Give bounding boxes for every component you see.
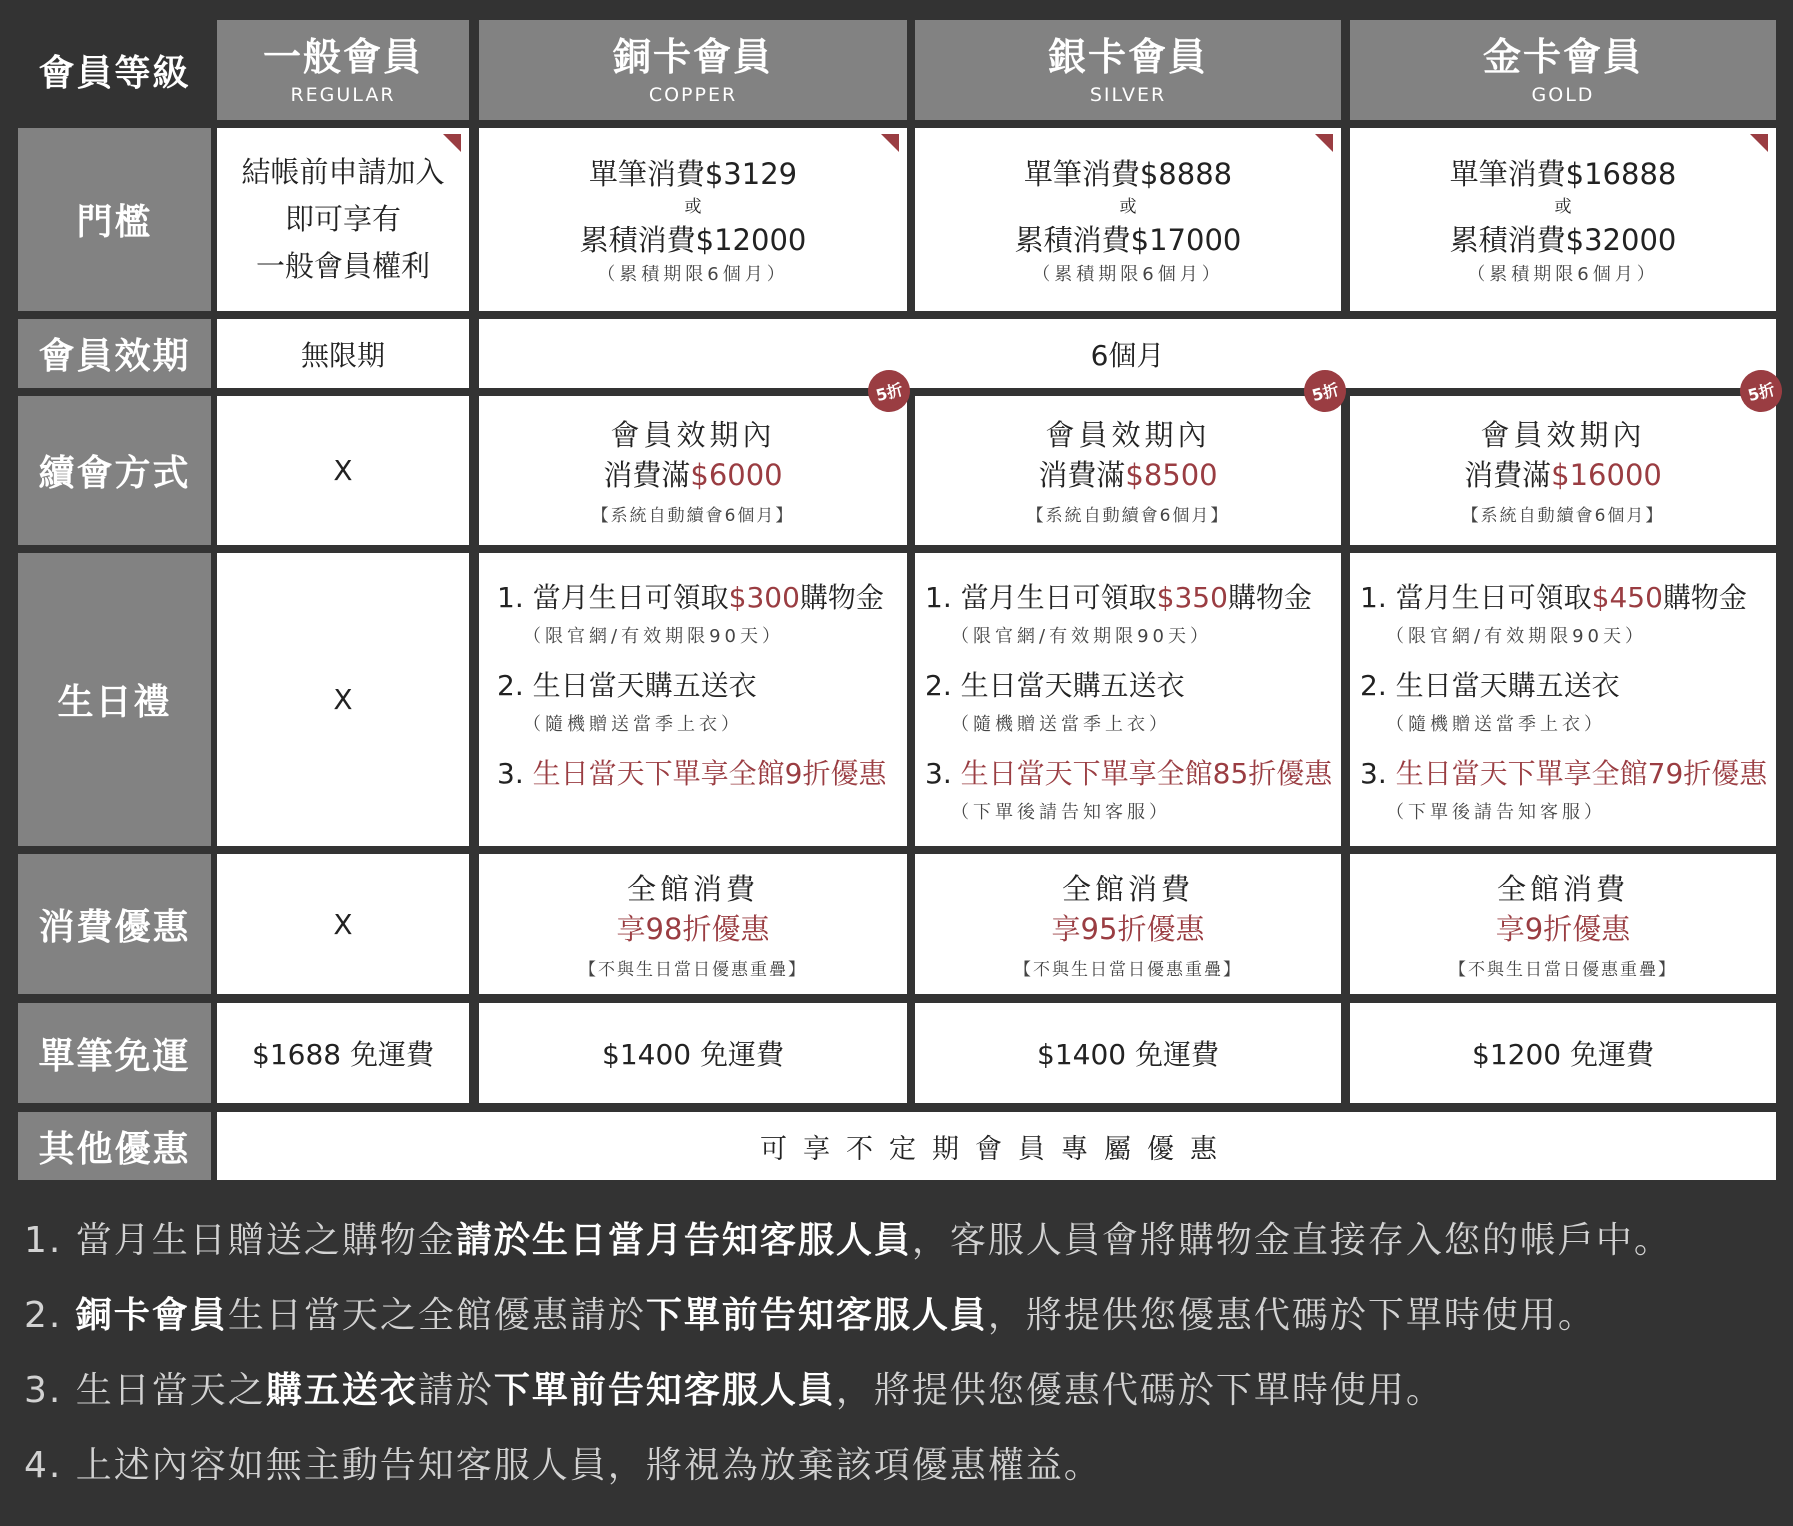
row-label-birthday: 生日禮 — [18, 553, 211, 846]
birthday-item-3-num: 3. — [1360, 757, 1396, 790]
discount-rate: 享95折優惠 — [1051, 911, 1205, 946]
footnote-2 — [24, 1291, 1672, 1366]
birthday-item-3-note: （下單後請告知客服） — [1386, 802, 1606, 823]
threshold-silver — [915, 128, 1341, 311]
note-text: ，將提供您優惠代碼於下單時使用。 — [987, 1295, 1596, 1336]
discount-silver — [915, 854, 1341, 994]
discount-copper — [479, 854, 907, 994]
birthday-item-3-note: （下單後請告知客服） — [951, 802, 1171, 823]
note-text: 生日當天之全館優惠請於 — [227, 1295, 646, 1336]
renewal-note: 【系統自動續會6個月】 — [591, 506, 795, 526]
shipping-gold: $1200 免運費 — [1350, 1003, 1776, 1103]
threshold-cumulative: 累積消費$32000 — [1449, 222, 1677, 257]
renewal-spend-prefix: 消費滿 — [603, 458, 691, 492]
renewal-spend-prefix: 消費滿 — [1038, 458, 1126, 492]
birthday-item-2-note: （隨機贈送當季上衣） — [523, 714, 743, 735]
birthday-item-1-prefix: 1. 當月生日可領取 — [925, 581, 1157, 614]
threshold-gold — [1350, 128, 1776, 311]
birthday-item-1 — [497, 580, 886, 616]
tier-name-en: GOLD — [1531, 84, 1595, 106]
birthday-list-gold — [1360, 580, 1767, 844]
birthday-regular: X — [217, 553, 469, 846]
threshold-or: 或 — [1554, 196, 1572, 217]
birthday-item-1-prefix: 1. 當月生日可領取 — [1360, 581, 1592, 614]
birthday-item-3 — [925, 756, 1332, 792]
threshold-copper — [479, 128, 907, 311]
threshold-line: 即可享有 — [284, 202, 401, 236]
birthday-item-1-note: （限官網/有效期限90天） — [951, 626, 1212, 647]
renewal-line: 會員效期內 — [1480, 418, 1646, 452]
corner-marker-icon — [1750, 134, 1768, 152]
discount-note: 【不與生日當日優惠重疊】 — [1449, 959, 1677, 980]
row-label-threshold: 門檻 — [18, 128, 211, 311]
renewal-amount: $16000 — [1551, 458, 1662, 492]
birthday-item-3-text: 生日當天下單享全館85折優惠 — [960, 757, 1333, 790]
birthday-item-1-suffix: 購物金 — [1227, 581, 1312, 614]
validity-regular: 無限期 — [217, 319, 469, 388]
footnote-4 — [24, 1441, 1672, 1516]
tier-name-en: SILVER — [1089, 84, 1167, 106]
header-corner-label: 會員等級 — [18, 20, 211, 120]
footnote-1 — [24, 1216, 1672, 1291]
note-text: 生日當天之 — [75, 1370, 266, 1411]
renewal-silver — [915, 396, 1341, 545]
birthday-item-2: 2. 生日當天購五送衣 — [497, 669, 757, 702]
birthday-item-3-num: 3. — [497, 757, 533, 790]
shipping-regular: $1688 免運費 — [217, 1003, 469, 1103]
discount-regular: X — [217, 854, 469, 994]
note-text: 上述內容如無主動告知客服人員，將視為放棄該項優惠權益。 — [75, 1445, 1102, 1486]
threshold-single: 單筆消費$8888 — [1023, 156, 1233, 191]
note-text: ，客服人員會將購物金直接存入您的帳戶中。 — [911, 1220, 1672, 1261]
tier-name-zh: 銅卡會員 — [612, 35, 773, 79]
row-label-renewal: 續會方式 — [18, 396, 211, 545]
renewal-spend — [603, 455, 782, 495]
corner-marker-icon — [881, 134, 899, 152]
birthday-item-1-note: （限官網/有效期限90天） — [1386, 626, 1647, 647]
note-text: 請於 — [417, 1370, 494, 1411]
renewal-gold — [1350, 396, 1776, 545]
birthday-item-1-prefix: 1. 當月生日可領取 — [497, 581, 729, 614]
threshold-cumulative: 累積消費$12000 — [579, 222, 807, 257]
threshold-or: 或 — [1119, 196, 1137, 217]
renewal-copper — [479, 396, 907, 545]
tier-name-zh: 一般會員 — [262, 35, 423, 79]
tier-header-silver — [915, 20, 1341, 120]
birthday-item-2-note: （隨機贈送當季上衣） — [1386, 714, 1606, 735]
threshold-period-note: （累積期限6個月） — [1032, 263, 1224, 285]
discount-note: 【不與生日當日優惠重疊】 — [1014, 959, 1242, 980]
birthday-list-silver — [925, 580, 1332, 844]
footnote-3 — [24, 1366, 1672, 1441]
note-text: ，將提供您優惠代碼於下單時使用。 — [835, 1370, 1444, 1411]
threshold-period-note: （累積期限6個月） — [1467, 263, 1659, 285]
discount-rate: 享98折優惠 — [616, 911, 770, 946]
note-num: 3. — [24, 1370, 76, 1411]
birthday-item-3 — [1360, 756, 1767, 792]
birthday-item-2: 2. 生日當天購五送衣 — [925, 669, 1185, 702]
discount-rate: 享9折優惠 — [1495, 911, 1631, 946]
renewal-regular: X — [217, 396, 469, 545]
renewal-line: 會員效期內 — [610, 418, 776, 452]
note-emphasis: 請於生日當月告知客服人員 — [455, 1220, 912, 1261]
birthday-item-1 — [925, 580, 1332, 616]
half-price-badge: 5折 — [1299, 365, 1350, 416]
renewal-amount: $8500 — [1125, 458, 1218, 492]
renewal-spend — [1038, 455, 1217, 495]
tier-name-zh: 金卡會員 — [1482, 35, 1643, 79]
renewal-note: 【系統自動續會6個月】 — [1461, 506, 1665, 526]
other-value: 可享不定期會員專屬優惠 — [217, 1112, 1776, 1180]
birthday-item-1-suffix: 購物金 — [1662, 581, 1747, 614]
validity-paid: 6個月 — [479, 319, 1776, 388]
row-label-discount: 消費優惠 — [18, 854, 211, 994]
note-emphasis: 購五送衣 — [265, 1370, 418, 1411]
birthday-item-3 — [497, 756, 886, 792]
birthday-amount: $350 — [1156, 581, 1228, 614]
row-label-validity: 會員效期 — [18, 319, 211, 388]
tier-name-zh: 銀卡會員 — [1047, 35, 1208, 79]
birthday-item-2-note: （隨機贈送當季上衣） — [951, 714, 1171, 735]
tier-header-copper — [479, 20, 907, 120]
birthday-item-3-text: 生日當天下單享全館9折優惠 — [532, 757, 887, 790]
birthday-item-2: 2. 生日當天購五送衣 — [1360, 669, 1620, 702]
footnotes — [24, 1216, 1672, 1516]
renewal-spend-prefix: 消費滿 — [1464, 458, 1552, 492]
note-num: 1. — [24, 1220, 76, 1261]
discount-note: 【不與生日當日優惠重疊】 — [579, 959, 807, 980]
tier-name-en: REGULAR — [290, 84, 396, 106]
note-num: 2. — [24, 1295, 76, 1336]
discount-gold — [1350, 854, 1776, 994]
note-num: 4. — [24, 1445, 76, 1486]
corner-marker-icon — [1315, 134, 1333, 152]
birthday-item-1 — [1360, 580, 1767, 616]
threshold-or: 或 — [684, 196, 702, 217]
shipping-silver: $1400 免運費 — [915, 1003, 1341, 1103]
birthday-item-1-note: （限官網/有效期限90天） — [523, 626, 784, 647]
birthday-amount: $300 — [728, 581, 800, 614]
discount-line: 全館消費 — [1061, 871, 1194, 906]
note-text: 當月生日贈送之購物金 — [75, 1220, 456, 1261]
birthday-item-3-num: 3. — [925, 757, 961, 790]
row-label-shipping: 單筆免運 — [18, 1003, 211, 1103]
note-emphasis: 下單前告知客服人員 — [493, 1370, 836, 1411]
birthday-list-copper — [497, 580, 886, 792]
threshold-line: 結帳前申請加入 — [241, 155, 445, 189]
half-price-badge: 5折 — [1735, 365, 1786, 416]
threshold-period-note: （累積期限6個月） — [597, 263, 789, 285]
tier-header-regular — [217, 20, 469, 120]
threshold-single: 單筆消費$3129 — [588, 156, 798, 191]
tier-header-gold — [1350, 20, 1776, 120]
note-emphasis: 銅卡會員 — [75, 1295, 228, 1336]
renewal-line: 會員效期內 — [1045, 418, 1211, 452]
threshold-single: 單筆消費$16888 — [1449, 156, 1677, 191]
birthday-item-1-suffix: 購物金 — [799, 581, 884, 614]
threshold-cumulative: 累積消費$17000 — [1014, 222, 1242, 257]
corner-marker-icon — [443, 134, 461, 152]
tier-name-en: COPPER — [648, 84, 738, 106]
renewal-spend — [1464, 455, 1662, 495]
threshold-line: 一般會員權利 — [255, 249, 430, 283]
birthday-amount: $450 — [1591, 581, 1663, 614]
discount-line: 全館消費 — [1496, 871, 1629, 906]
note-emphasis: 下單前告知客服人員 — [645, 1295, 988, 1336]
shipping-copper: $1400 免運費 — [479, 1003, 907, 1103]
renewal-amount: $6000 — [690, 458, 783, 492]
row-label-other: 其他優惠 — [18, 1112, 211, 1180]
birthday-item-3-text: 生日當天下單享全館79折優惠 — [1395, 757, 1768, 790]
discount-line: 全館消費 — [626, 871, 759, 906]
threshold-regular — [217, 128, 469, 311]
half-price-badge: 5折 — [863, 365, 914, 416]
renewal-note: 【系統自動續會6個月】 — [1026, 506, 1230, 526]
